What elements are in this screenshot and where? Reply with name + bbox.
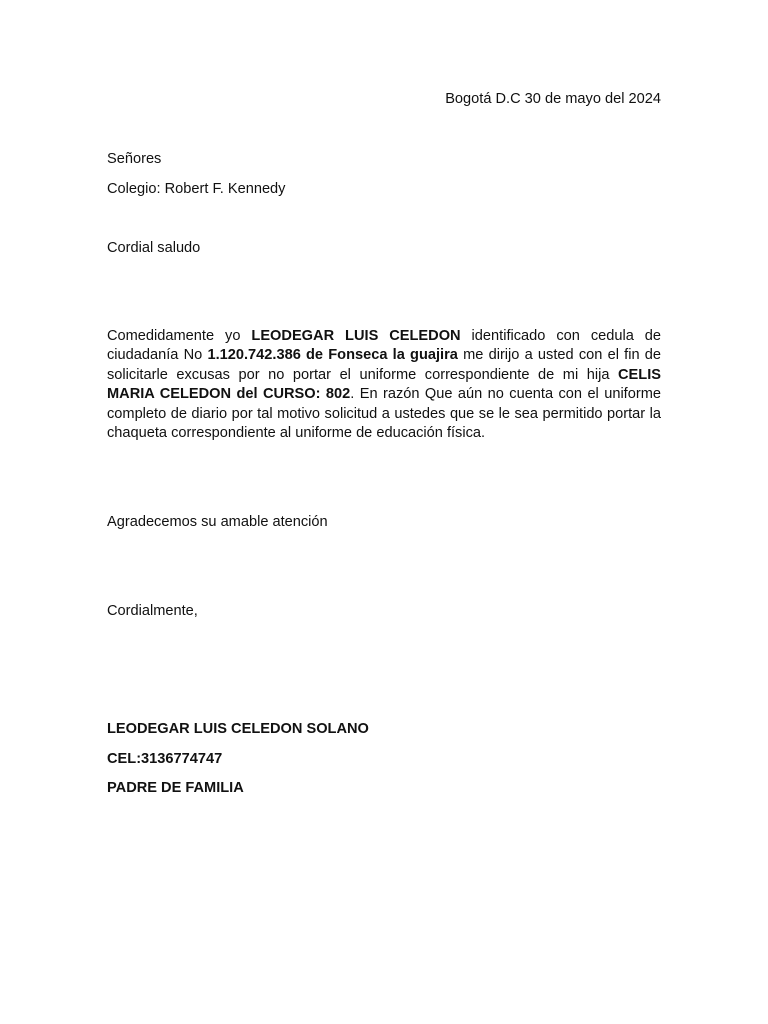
signature-role: PADRE DE FAMILIA [107,780,244,796]
recipient-line: Señores [107,151,162,167]
greeting-line: Cordial saludo [107,240,201,256]
signature-name: LEODEGAR LUIS CELEDON SOLANO [107,721,369,737]
body-text-4: . En razón Que aún no cuenta con el uniforme completo de diario por tal motivo solicitud a ustedes que se le sea permitido portar la chaqueta correspondiente al uniforme de educación física. [107,386,661,442]
student-info: CELIS MARIA CELEDON del CURSO: 802 [107,366,661,403]
closing-line: Cordialmente, [107,603,198,619]
school-line: Colegio: Robert F. Kennedy [107,181,286,197]
thanks-line: Agradecemos su amable atención [107,514,328,530]
body-text-1: Comedidamente yo [107,328,252,344]
body-text-3: me dirijo a usted con el fin de solicitarle excusas por no portar el uniforme correspondiente de mi hija [107,347,661,383]
letter-body [107,327,661,443]
parent-name: LEODEGAR LUIS CELEDON [251,328,461,344]
date-line: Bogotá D.C 30 de mayo del 2024 [445,91,661,107]
signature-phone: CEL:3136774747 [107,751,223,767]
id-number: 1.120.742.386 de Fonseca la guajira [207,347,458,364]
body-text-2: identificado con cedula de ciudadanía No [107,328,662,364]
